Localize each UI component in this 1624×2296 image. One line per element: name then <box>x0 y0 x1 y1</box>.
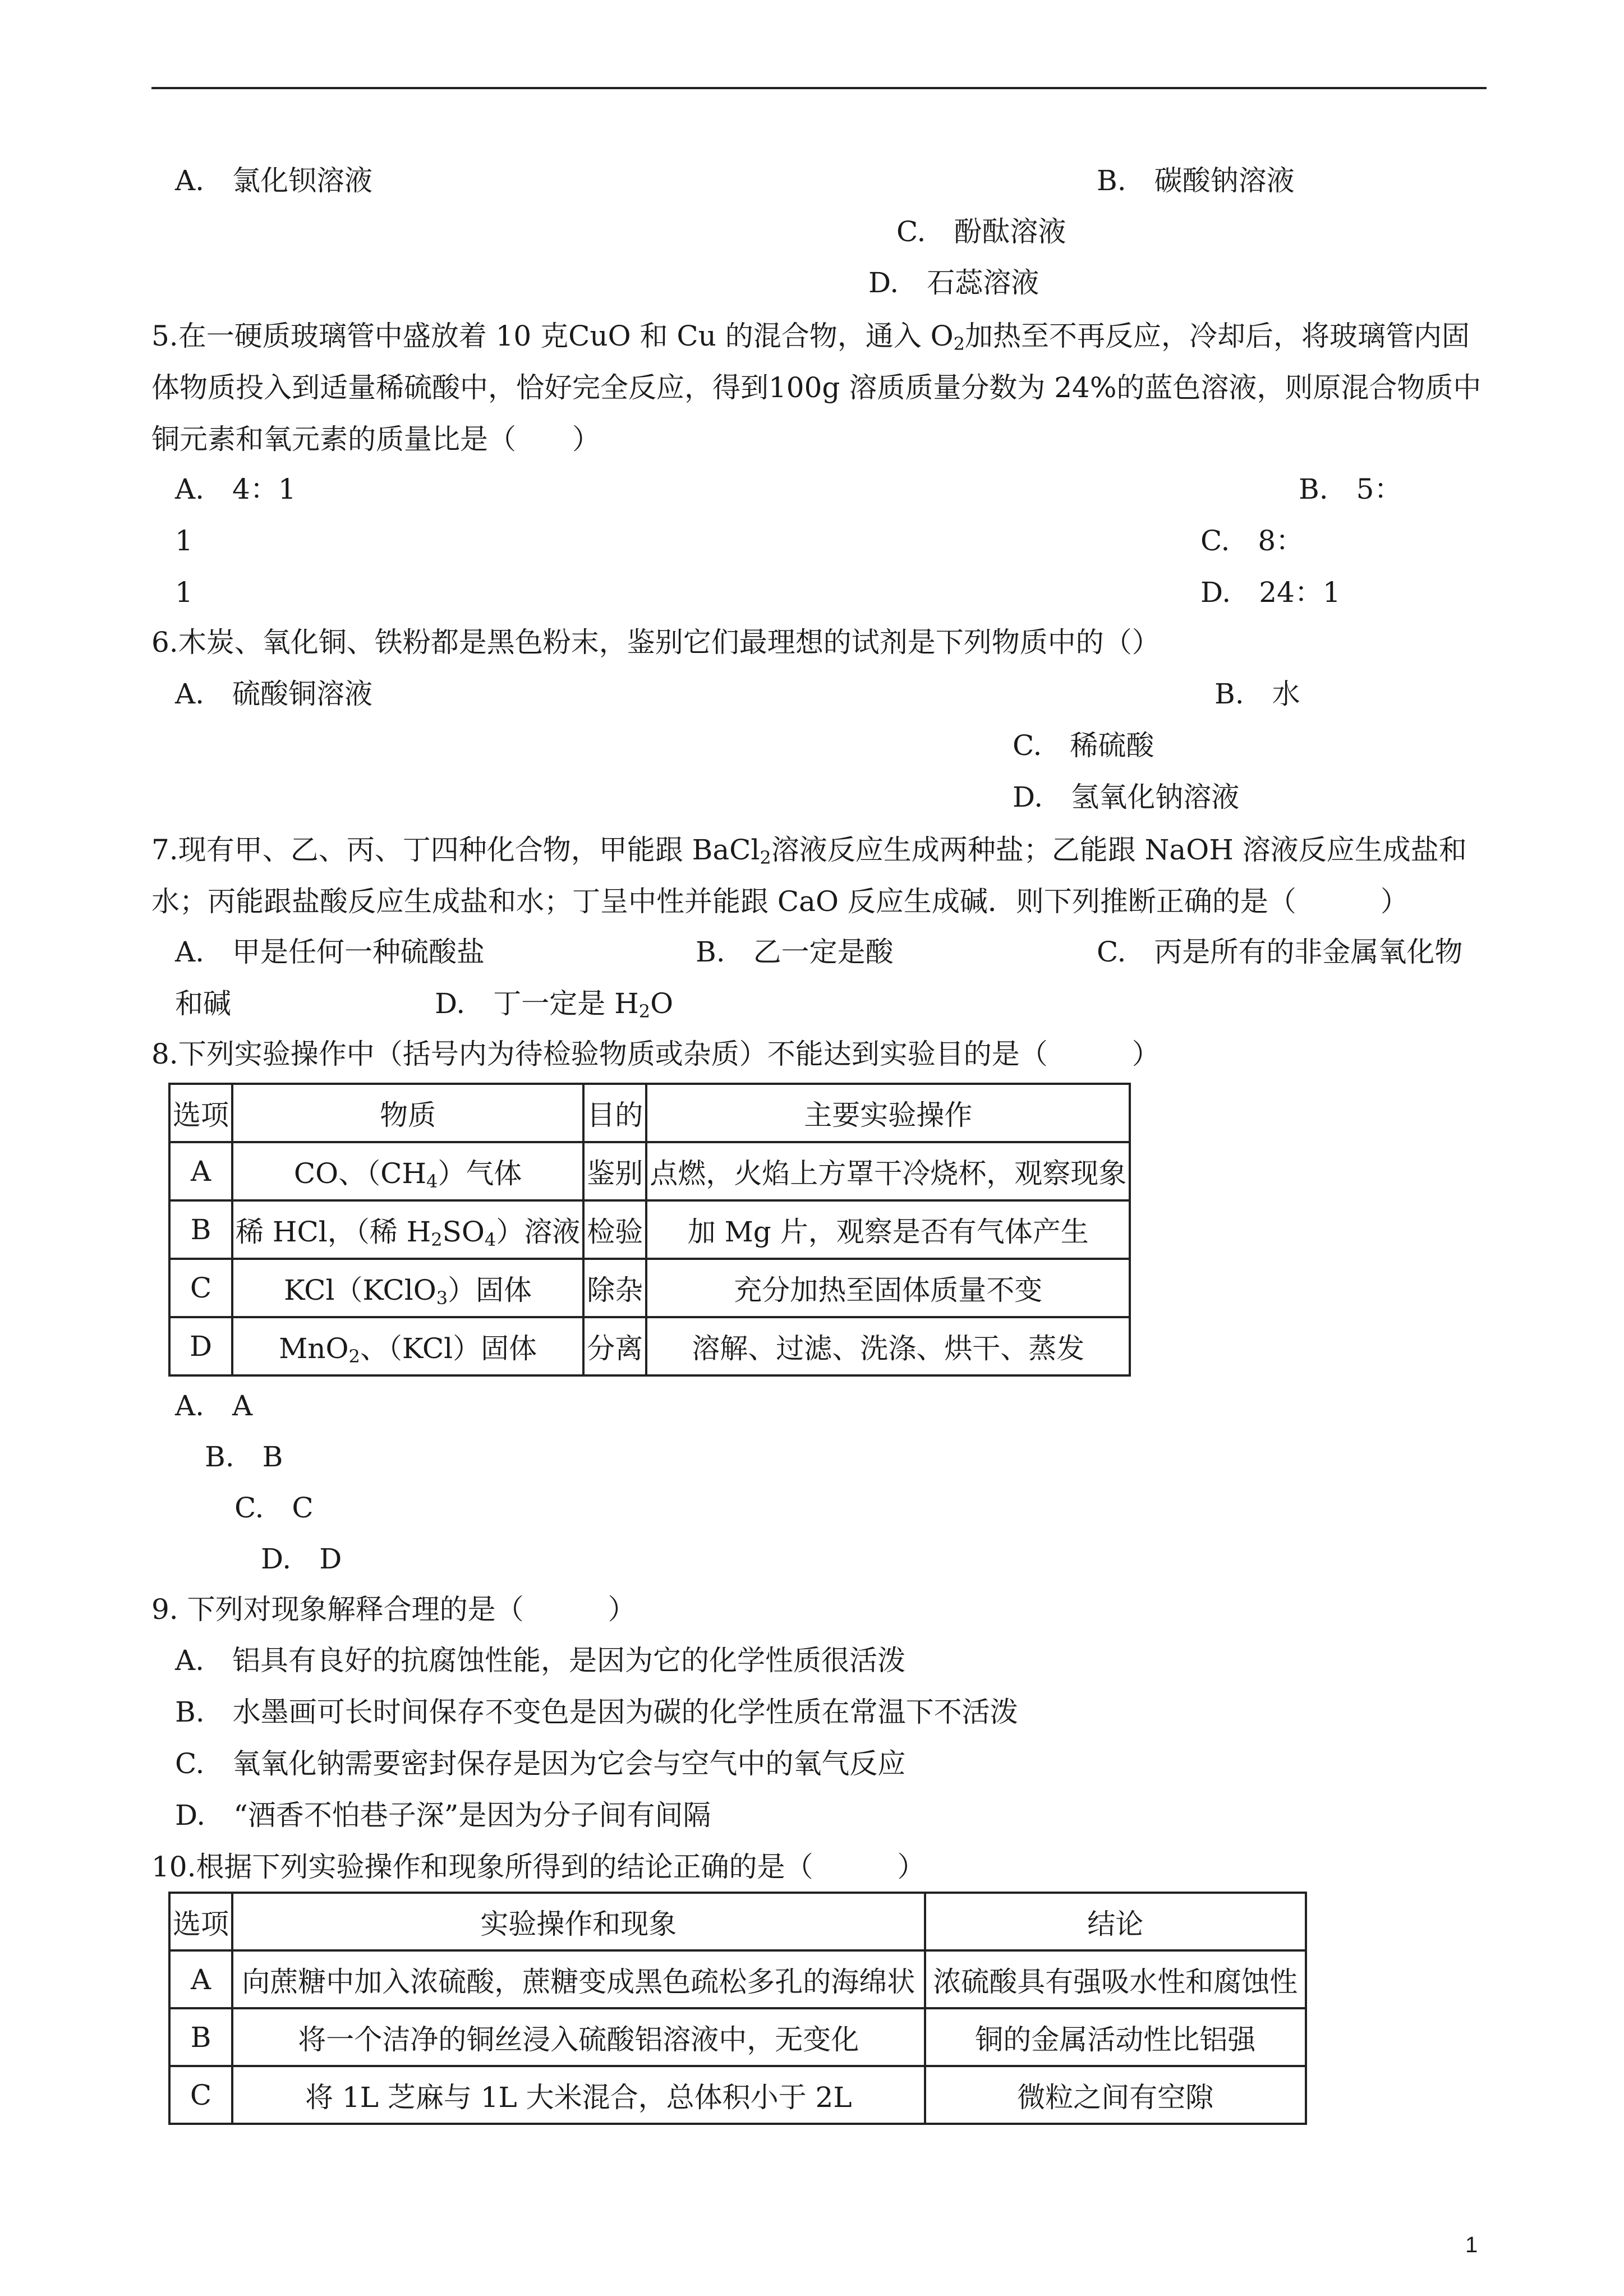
table-cell: C <box>169 1259 232 1317</box>
table-cell: 向蔗糖中加入浓硫酸，蔗糖变成黑色疏松多孔的海绵状 <box>232 1950 925 2008</box>
table-row <box>169 1259 1130 1317</box>
table-cell: A <box>169 1142 232 1200</box>
q8-option-a: A. A <box>175 1389 253 1422</box>
table-header: 选项 <box>169 1893 232 1950</box>
q5-option-c: C. 8： <box>1200 524 1304 557</box>
table-cell: CO、$(CH_4)$气体 <box>232 1142 583 1200</box>
q5-option-b-continued: 1 <box>175 524 193 557</box>
q7-option-c: C. 丙是所有的非金属氧化物 <box>1097 936 1463 968</box>
q6-stem: 6.木炭、氧化铜、铁粉都是黑色粉末，鉴别它们最理想的试剂是下列物质中的（） <box>151 626 1160 659</box>
q8-option-c: C. C <box>234 1492 314 1524</box>
table-row <box>169 1950 1306 2008</box>
table-cell: 溶解、过滤、洗涤、烘干、蒸发 <box>646 1317 1130 1375</box>
table-header: 目的 <box>583 1084 646 1142</box>
q9-option-b: B. 水墨画可长时间保存不变色是因为碳的化学性质在常温下不活泼 <box>175 1696 1018 1728</box>
table-cell: 分离 <box>583 1317 646 1375</box>
table-row <box>169 2008 1306 2066</box>
q4-option-c: C. 酚酞溶液 <box>896 215 1066 248</box>
q4-option-d: D. 石蕊溶液 <box>868 266 1039 299</box>
q10-stem: 10.根据下列实验操作和现象所得到的结论正确的是（ ） <box>151 1851 926 1883</box>
q9-option-c: C. 氧氧化钠需要密封保存是因为它会与空气中的氧气反应 <box>175 1747 906 1780</box>
q9-option-d: D. “酒香不怕巷子深”是因为分子间有间隔 <box>175 1799 711 1832</box>
table-cell: D <box>169 1317 232 1375</box>
q8-stem: 8.下列实验操作中（括号内为待检验物质或杂质）不能达到实验目的是（ ） <box>151 1038 1160 1070</box>
table-cell: 将 1L 芝麻与 1L 大米混合，总体积小于 2L <box>232 2066 925 2124</box>
table-cell: MnO$_2$、（KCl）固体 <box>232 1317 583 1375</box>
q6-option-a: A. 硫酸铜溶液 <box>175 678 373 710</box>
table-cell: 将一个洁净的铜丝浸入硫酸铝溶液中，无变化 <box>232 2008 925 2066</box>
q5-option-a: A. 4：1 <box>175 473 296 505</box>
q8-option-d: D. D <box>261 1543 342 1575</box>
q7-option-a: A. 甲是任何一种硫酸盐 <box>175 936 485 968</box>
table-row <box>169 1142 1130 1200</box>
table-header: 实验操作和现象 <box>232 1893 925 1950</box>
header-rule <box>151 87 1487 89</box>
q7-option-c-continued: 和碱 <box>175 987 231 1020</box>
table-cell: C <box>169 2066 232 2124</box>
q7-option-d: D. 丁一定是 $H_2O$ <box>435 987 674 1022</box>
q6-option-b: B. 水 <box>1214 678 1300 710</box>
table-cell: A <box>169 1950 232 2008</box>
q4-option-a: A. 氯化钡溶液 <box>175 164 373 197</box>
table-cell: 浓硫酸具有强吸水性和腐蚀性 <box>925 1950 1306 2008</box>
q7-stem: 7.现有甲、乙、丙、丁四种化合物，甲能跟 BaCl$_2$溶液反应生成两种盐；乙能跟 NaOH 溶液反应生成盐和水；丙能跟盐酸反应生成盐和水；丁呈中性并能跟 CaO 反应生成碱．则下列推断正确的是（ ） <box>151 834 1467 918</box>
q5-option-c-continued: 1 <box>175 576 193 609</box>
table-header: 选项 <box>169 1084 232 1142</box>
table-cell: 检验 <box>583 1200 646 1259</box>
q5-option-b: B. 5： <box>1299 473 1402 505</box>
table-header: 结论 <box>925 1893 1306 1950</box>
table-cell: 铜的金属活动性比铝强 <box>925 2008 1306 2066</box>
q8-option-b: B. B <box>205 1441 283 1473</box>
table-cell: B <box>169 2008 232 2066</box>
table-cell: 鉴别 <box>583 1142 646 1200</box>
table-cell: 点燃，火焰上方罩干冷烧杯，观察现象 <box>646 1142 1130 1200</box>
table-header: 主要实验操作 <box>646 1084 1130 1142</box>
q6-option-c: C. 稀硫酸 <box>1013 729 1154 762</box>
q6-option-d: D. 氢氧化钠溶液 <box>1013 781 1240 813</box>
q8-table <box>168 1083 1131 1377</box>
q7-option-b: B. 乙一定是酸 <box>696 936 894 968</box>
table-cell: 加 Mg 片，观察是否有气体产生 <box>646 1200 1130 1259</box>
q4-option-b: B. 碳酸钠溶液 <box>1097 164 1295 197</box>
table-cell: 除杂 <box>583 1259 646 1317</box>
table-row <box>169 1317 1130 1375</box>
q10-table <box>168 1892 1307 2125</box>
q9-option-a: A. 铝具有良好的抗腐蚀性能，是因为它的化学性质很活泼 <box>175 1644 906 1677</box>
table-header-row <box>169 1084 1130 1142</box>
q5-option-d: D. 24：1 <box>1200 576 1341 609</box>
table-cell: 充分加热至固体质量不变 <box>646 1259 1130 1317</box>
table-row <box>169 2066 1306 2124</box>
page-number: 1 <box>1465 2233 1478 2257</box>
table-cell: 稀 HCl，（稀 $H_2SO_4$）溶液 <box>232 1200 583 1259</box>
q9-stem: 9. 下列对现象解释合理的是（ ） <box>151 1593 636 1626</box>
table-row <box>169 1200 1130 1259</box>
table-header-row <box>169 1893 1306 1950</box>
table-cell: KCl（KClO$_3$）固体 <box>232 1259 583 1317</box>
table-header: 物质 <box>232 1084 583 1142</box>
table-cell: 微粒之间有空隙 <box>925 2066 1306 2124</box>
table-cell: B <box>169 1200 232 1259</box>
q5-stem: 5.在一硬质玻璃管中盛放着 10 克CuO 和 Cu 的混合物，通入 $O_2$加热至不再反应，冷却后，将玻璃管内固体物质投入到适量稀硫酸中，恰好完全反应，得到100g 溶质质量分数为 24%的蓝色溶液，则原混合物质中铜元素和氧元素的质量比是（ ） <box>151 320 1482 455</box>
